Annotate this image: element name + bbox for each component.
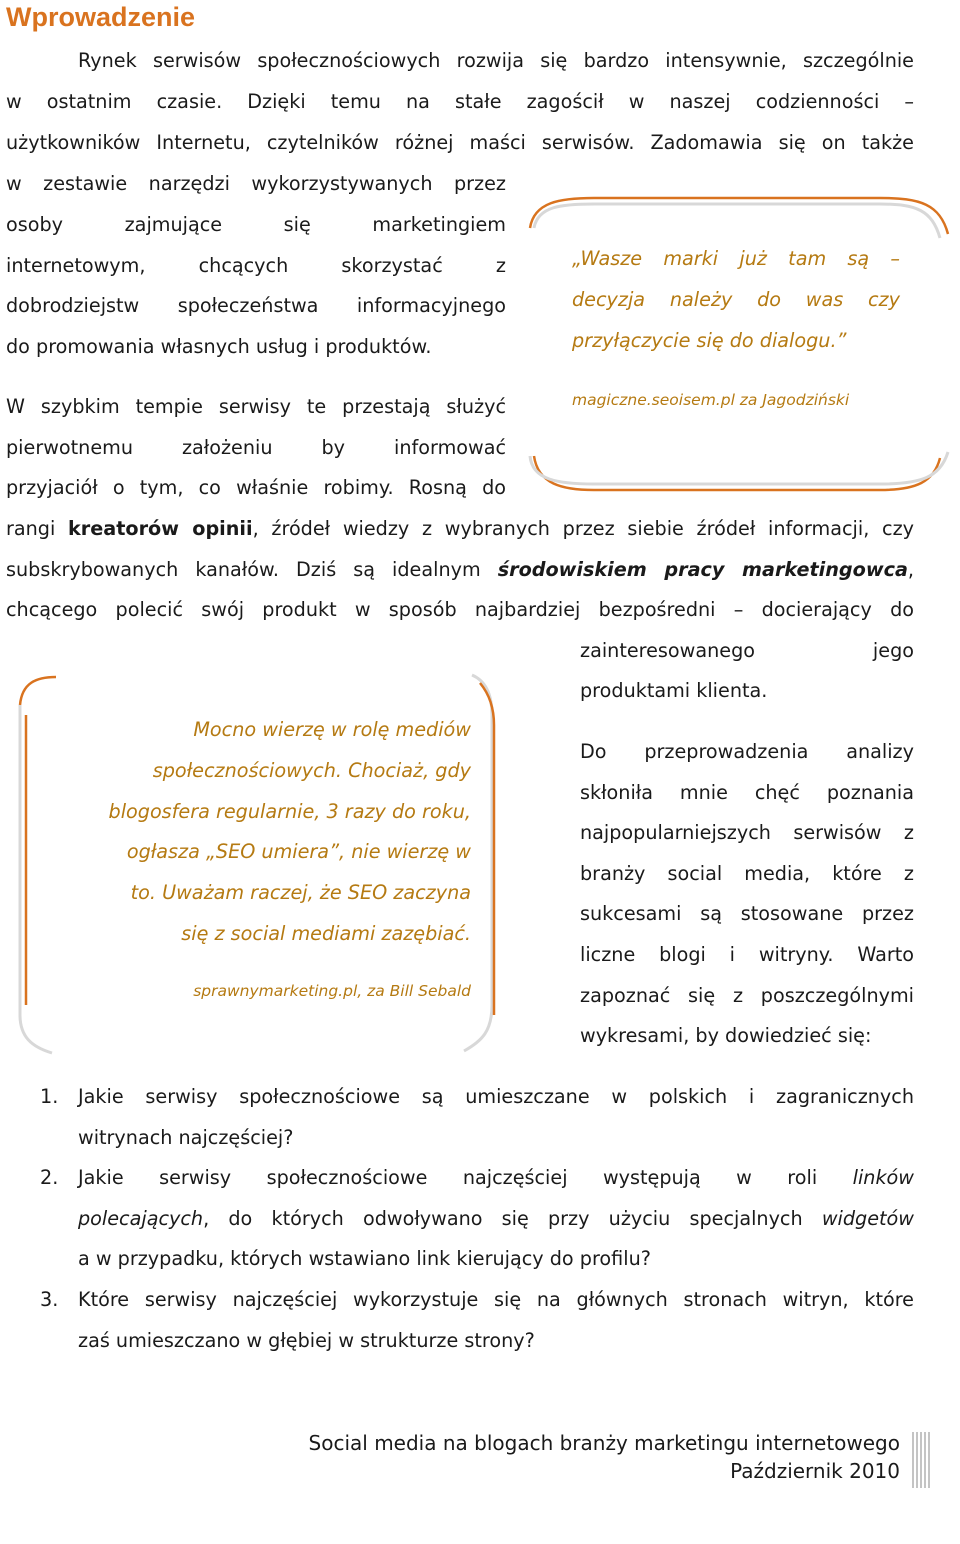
intro-line-7: dobrodziejstw społeczeństwa informacyjnego <box>6 294 506 317</box>
para2-line-6: chcącego polecić swój produkt w sposób najbardziej bezpośredni – docierający do <box>6 598 914 621</box>
quote2-source: sprawnymarketing.pl, za Bill Sebald <box>193 982 471 1000</box>
para2-line-7: zainteresowanego jego <box>580 639 914 662</box>
quote2-line-5: to. Uważam raczej, że SEO zaczyna <box>130 881 471 904</box>
intro-line-6: internetowym, chcących skorzystać z <box>6 254 506 277</box>
intro-line-3: użytkowników Internetu, czytelników różnej maści serwisów. Zadomawia się on także <box>6 131 914 154</box>
para3-line-4: branży social media, które z <box>580 862 914 885</box>
para2-line-3: przyjaciół o tym, co właśnie robimy. Rosną do <box>6 476 506 499</box>
list-item-1-line-1: Jakie serwisy społecznościowe są umieszczane w polskich i zagranicznych <box>78 1085 914 1108</box>
list-item-2-line-1: Jakie serwisy społecznościowe najczęściej występują w roli linków <box>78 1166 914 1189</box>
para2-line-2: pierwotnemu założeniu by informować <box>6 436 506 459</box>
list-item-2-line-3: a w przypadku, których wstawiano link kierujący do profilu? <box>78 1247 651 1270</box>
list-item-1-line-2: witrynach najczęściej? <box>78 1126 294 1149</box>
list-number-3: 3. <box>40 1288 59 1311</box>
intro-line-4: w zestawie narzędzi wykorzystywanych przez <box>6 172 506 195</box>
para2-line-4: rangi kreatorów opinii, źródeł wiedzy z wybranych przez siebie źródeł informacji, czy <box>6 517 914 540</box>
intro-line-2: w ostatnim czasie. Dzięki temu na stałe zagościł w naszej codzienności – <box>6 90 914 113</box>
intro-line-5: osoby zajmujące się marketingiem <box>6 213 506 236</box>
page-title: Wprowadzenie <box>6 2 196 32</box>
para3-line-3: najpopularniejszych serwisów z <box>580 821 914 844</box>
footer-date: Październik 2010 <box>730 1459 900 1483</box>
quote2-line-3: blogosfera regularnie, 3 razy do roku, <box>108 800 471 823</box>
para3-line-8: wykresami, by dowiedzieć się: <box>580 1024 872 1047</box>
para3-line-5: sukcesami są stosowane przez <box>580 902 914 925</box>
quote2-line-4: ogłasza „SEO umiera”, nie wierzę w <box>126 840 471 863</box>
para3-line-6: liczne blogi i witryny. Warto <box>580 943 914 966</box>
quote1-line-3: przyłączycie się do dialogu.” <box>572 329 847 352</box>
list-item-3-line-1: Które serwisy najczęściej wykorzystuje się na głównych stronach witryn, które <box>78 1288 914 1311</box>
para3-line-1: Do przeprowadzenia analizy <box>580 740 914 763</box>
para2-line-1: W szybkim tempie serwisy te przestają służyć <box>6 395 506 418</box>
quote2-line-6: się z social mediami zazębiać. <box>181 922 471 945</box>
para2-line-8: produktami klienta. <box>580 679 768 702</box>
quote1-line-1: „Wasze marki już tam są – <box>572 247 900 270</box>
intro-line-8: do promowania własnych usług i produktów. <box>6 335 432 358</box>
list-item-3-line-2: zaś umieszczano w głębiej w strukturze strony? <box>78 1329 535 1352</box>
para2-line-5: subskrybowanych kanałów. Dziś są idealnym środowiskiem pracy marketingowca, <box>6 558 914 581</box>
para3-line-7: zapoznać się z poszczególnymi <box>580 984 914 1007</box>
intro-line-1: Rynek serwisów społecznościowych rozwija się bardzo intensywnie, szczególnie <box>78 49 914 72</box>
quote1-line-2: decyzja należy do was czy <box>572 288 900 311</box>
footer-ornament <box>910 1432 936 1488</box>
quote2-line-2: społecznościowych. Chociaż, gdy <box>152 759 471 782</box>
quote1-source: magiczne.seoisem.pl za Jagodziński <box>572 391 850 409</box>
footer-title: Social media na blogach branży marketingu internetowego <box>308 1431 900 1455</box>
quote2-line-1: Mocno wierzę w rolę mediów <box>193 718 471 741</box>
list-item-2-line-2: polecających, do których odwoływano się przy użyciu specjalnych widgetów <box>78 1207 914 1230</box>
para3-line-2: skłoniła mnie chęć poznania <box>580 781 914 804</box>
list-number-2: 2. <box>40 1166 59 1189</box>
list-number-1: 1. <box>40 1085 59 1108</box>
